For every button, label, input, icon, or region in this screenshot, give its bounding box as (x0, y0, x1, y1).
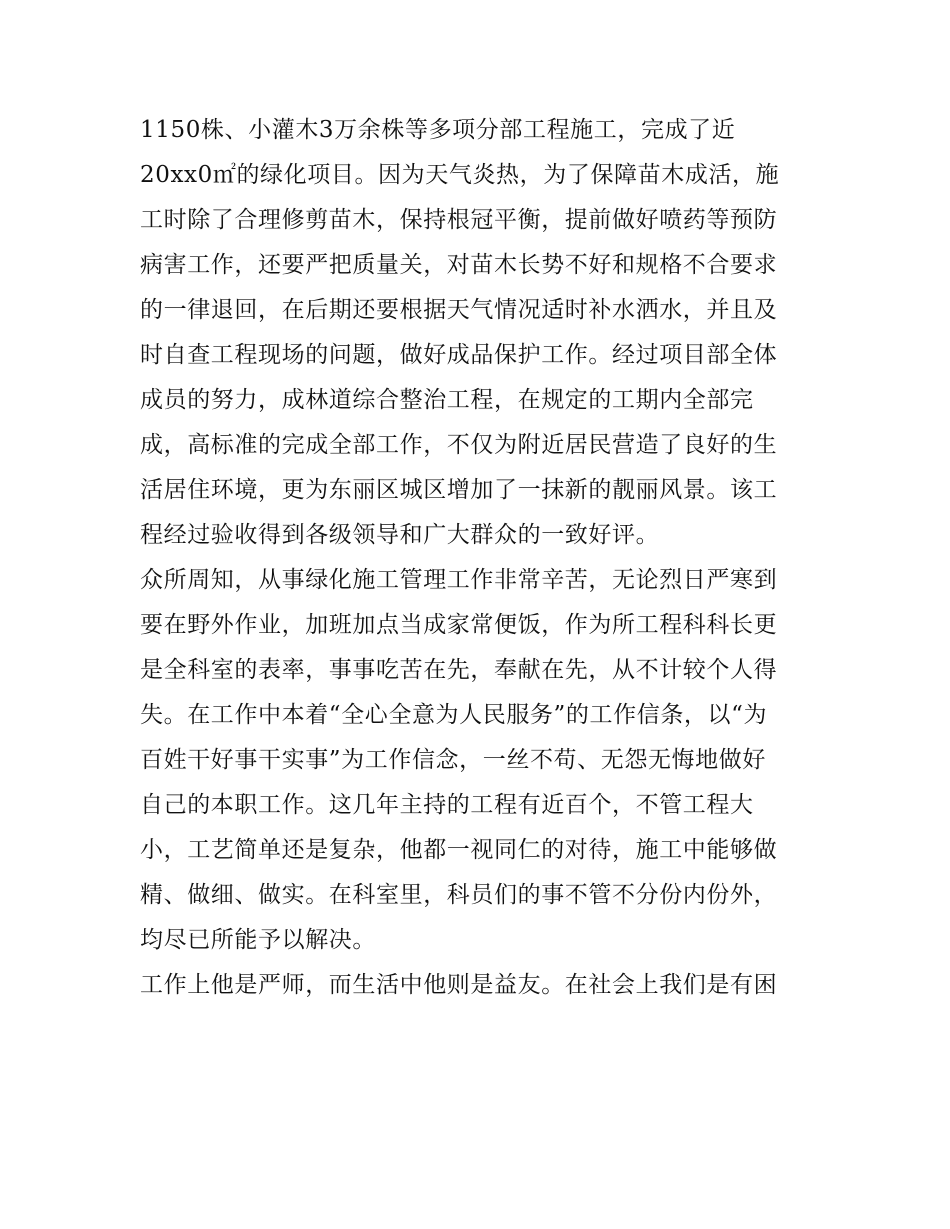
text-line: 成员的努力，成林道综合整治工程，在规定的工期内全部完 (140, 387, 754, 413)
text-line: 工作上他是严师，而生活中他则是益友。在社会上我们是有困 (140, 972, 778, 998)
text-line: 精、做细、做实。在科室里，科员们的事不管不分份内份外， (140, 882, 778, 908)
text-line: 的一律退回，在后期还要根据天气情况适时补水洒水，并且及 (140, 297, 778, 323)
text-line: 自己的本职工作。这几年主持的工程有近百个，不管工程大 (140, 792, 754, 818)
text-line: 工时除了合理修剪苗木，保持根冠平衡，提前做好喷药等预防 (140, 207, 778, 233)
text-line: 1150株、小灌木3万余株等多项分部工程施工，完成了近 (140, 117, 736, 143)
text-line: 20xx0㎡的绿化项目。因为天气炎热，为了保障苗木成活，施 (140, 162, 780, 188)
text-line: 失。在工作中本着“全心全意为人民服务”的工作信条，以“为 (140, 702, 768, 728)
text-line: 程经过验收得到各级领导和广大群众的一致好评。 (140, 522, 660, 548)
text-line: 均尽已所能予以解决。 (140, 927, 376, 953)
text-line: 是全科室的表率，事事吃苦在先，奉献在先，从不计较个人得 (140, 657, 778, 683)
text-line: 要在野外作业，加班加点当成家常便饭，作为所工程科科长更 (140, 612, 778, 638)
text-line: 百姓干好事干实事”为工作信念，一丝不苟、无怨无悔地做好 (140, 747, 766, 773)
text-line: 时自查工程现场的问题，做好成品保护工作。经过项目部全体 (140, 342, 778, 368)
text-line: 成，高标准的完成全部工作，不仅为附近居民营造了良好的生 (140, 432, 778, 458)
text-line: 病害工作，还要严把质量关，对苗木长势不好和规格不合要求 (140, 252, 778, 278)
document-body (140, 108, 810, 1008)
text-line: 众所周知，从事绿化施工管理工作非常辛苦，无论烈日严寒到 (140, 567, 778, 593)
text-line: 活居住环境，更为东丽区城区增加了一抹新的靓丽风景。该工 (140, 477, 778, 503)
text-line: 小，工艺简单还是复杂，他都一视同仁的对待，施工中能够做 (140, 837, 778, 863)
